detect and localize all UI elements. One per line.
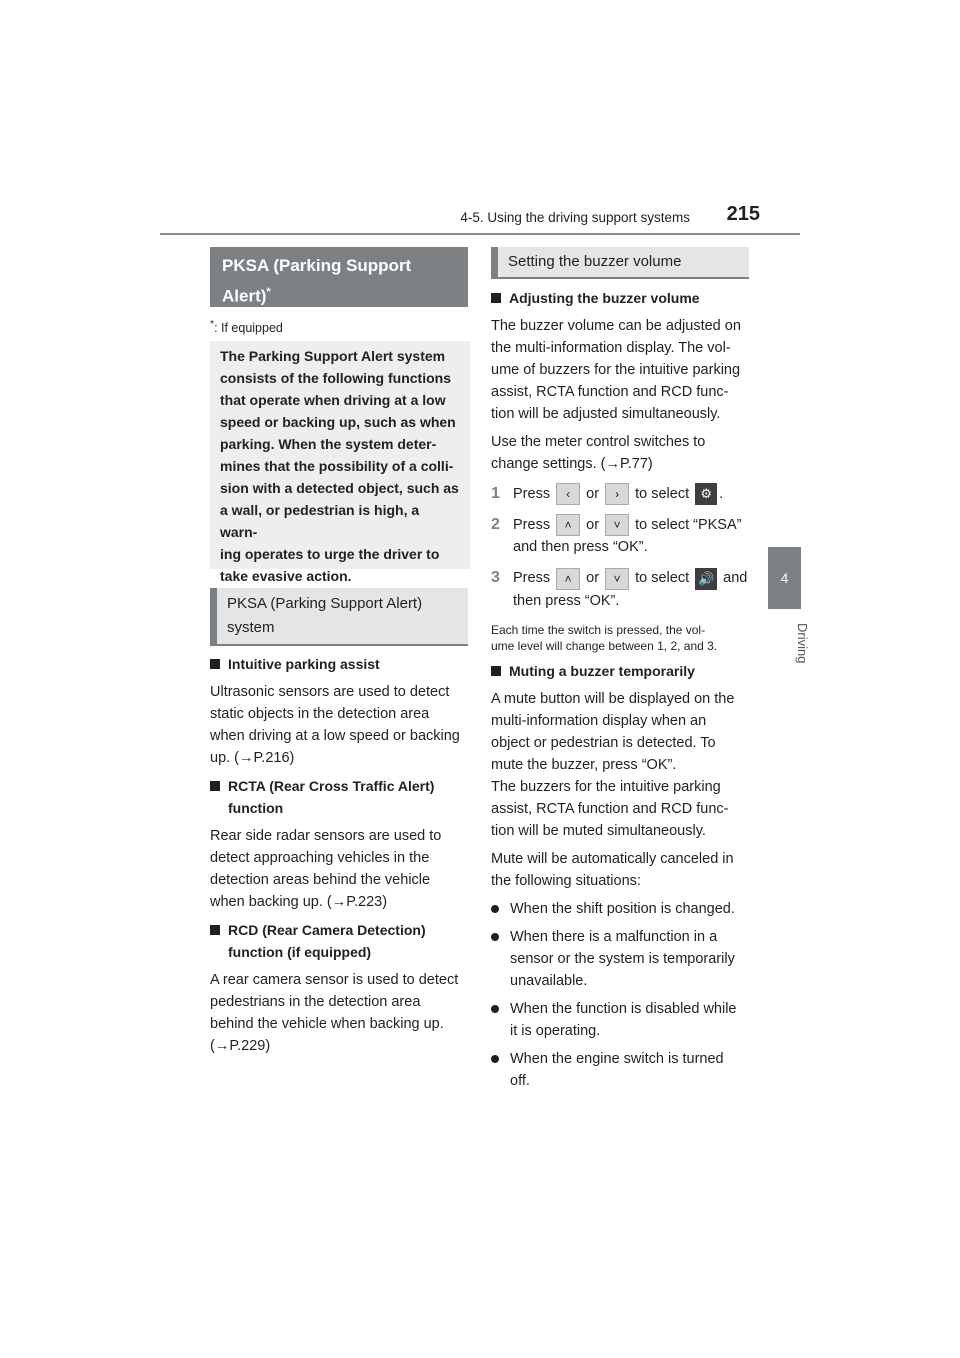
paragraph-rcta bbox=[210, 825, 472, 913]
paragraph-cancel bbox=[491, 848, 753, 892]
up-arrow-icon: ˄ bbox=[556, 568, 580, 590]
step-text: to select “PKSA” bbox=[635, 517, 742, 534]
text-line: change settings. (→P.77) bbox=[491, 456, 653, 472]
step-text: to select bbox=[635, 486, 690, 502]
step-text: or bbox=[586, 486, 600, 502]
text-line: A rear camera sensor is used to detect bbox=[210, 972, 459, 988]
bullet-text: off. bbox=[510, 1072, 530, 1089]
chapter-tab-label: Driving bbox=[795, 622, 810, 664]
text-line: Mute will be automatically canceled in bbox=[491, 850, 734, 867]
bullet-item bbox=[491, 998, 753, 1042]
square-bullet-icon bbox=[210, 925, 220, 935]
header-rule bbox=[160, 233, 800, 235]
text-line: (→P.229) bbox=[210, 1038, 271, 1054]
bullet-dot-icon bbox=[491, 933, 499, 941]
header-section-title: 4-5. Using the driving support systems bbox=[460, 210, 690, 225]
bullet-item bbox=[491, 898, 753, 920]
paragraph-use bbox=[491, 431, 753, 475]
step-2 bbox=[491, 514, 753, 558]
intro-line: consists of the following functions bbox=[220, 370, 451, 386]
section-heading-line: Setting the buzzer volume bbox=[508, 253, 682, 270]
text-line: object or pedestrian is detected. To bbox=[491, 734, 716, 751]
text-line: tion will be adjusted simultaneously. bbox=[491, 406, 721, 422]
step-1 bbox=[491, 483, 753, 505]
footnote-text: : If equipped bbox=[214, 321, 283, 336]
page-title-line2: Alert) bbox=[222, 286, 267, 306]
text-line: static objects in the detection area bbox=[210, 706, 430, 722]
footnote-mark: * bbox=[210, 319, 215, 330]
intro-line: parking. When the system deter- bbox=[220, 436, 437, 452]
text-line: multi-information display when an bbox=[491, 712, 707, 729]
chapter-tab: 4 bbox=[768, 547, 801, 609]
text-line: detection areas behind the vehicle bbox=[210, 872, 431, 888]
intro-line: a wall, or pedestrian is high, a warn- bbox=[220, 502, 420, 540]
section-heading-pksa-system bbox=[210, 588, 468, 646]
text-line: the following situations: bbox=[491, 872, 641, 889]
text-line: the multi-information display. The vol- bbox=[491, 340, 731, 356]
step-text: to select bbox=[635, 570, 690, 587]
text-line: tion will be muted simultaneously. bbox=[491, 822, 706, 839]
step-3 bbox=[491, 567, 753, 611]
step-text: Press bbox=[513, 570, 551, 587]
step-text: Press bbox=[513, 517, 551, 534]
subheading-text: Muting a buzzer temporarily bbox=[509, 662, 695, 679]
text-line: The buzzer volume can be adjusted on bbox=[491, 318, 741, 334]
subheading-muting bbox=[491, 660, 753, 682]
paragraph-ipa bbox=[210, 681, 472, 769]
subheading-text: Adjusting the buzzer volume bbox=[509, 290, 700, 306]
page-title-line1: PKSA (Parking Support bbox=[222, 256, 412, 275]
title-asterisk: * bbox=[266, 286, 271, 298]
square-bullet-icon bbox=[210, 781, 220, 791]
subheading-text: Intuitive parking assist bbox=[228, 656, 380, 672]
intro-line: ing operates to urge the driver to bbox=[220, 546, 440, 562]
subheading-text: RCTA (Rear Cross Traffic Alert) bbox=[228, 778, 435, 794]
speaker-icon: 🔊 bbox=[695, 568, 717, 590]
section-heading-line: system bbox=[227, 619, 275, 636]
left-body bbox=[210, 653, 472, 1057]
step-text: and bbox=[723, 570, 748, 587]
square-bullet-icon bbox=[491, 666, 501, 676]
text-line: detect approaching vehicles in the bbox=[210, 850, 430, 866]
subheading-rcd bbox=[210, 919, 472, 963]
subheading-text: function bbox=[228, 800, 284, 816]
bullet-dot-icon bbox=[491, 1055, 499, 1063]
text-line: when backing up. (→P.223) bbox=[210, 894, 388, 910]
paragraph-rcd bbox=[210, 969, 472, 1057]
step-text: . bbox=[719, 486, 724, 502]
page-number: 215 bbox=[726, 203, 760, 225]
section-heading-line: PKSA (Parking Support Alert) bbox=[227, 595, 423, 612]
paragraph-mute bbox=[491, 688, 753, 842]
bullet-text: When the engine switch is turned bbox=[510, 1050, 724, 1067]
subheading-rcta bbox=[210, 775, 472, 819]
text-line: behind the vehicle when backing up. bbox=[210, 1016, 444, 1032]
step-text: then press “OK”. bbox=[513, 592, 620, 609]
bullet-text: When there is a malfunction in a bbox=[510, 928, 718, 945]
text-line: pedestrians in the detection area bbox=[210, 994, 421, 1010]
step-text: or bbox=[586, 570, 600, 587]
bullet-text: sensor or the system is temporarily bbox=[510, 950, 735, 967]
text-line: mute the buzzer, press “OK”. bbox=[491, 756, 677, 773]
square-bullet-icon bbox=[491, 293, 501, 303]
bullet-dot-icon bbox=[491, 905, 499, 913]
bullet-item bbox=[491, 926, 753, 992]
subheading-adjusting-buzzer bbox=[491, 287, 753, 309]
left-arrow-icon: ‹ bbox=[556, 483, 580, 505]
text-line: assist, RCTA function and RCD func- bbox=[491, 800, 729, 817]
volume-note bbox=[491, 622, 753, 654]
step-number: 2 bbox=[491, 516, 500, 534]
bullet-text: unavailable. bbox=[510, 972, 588, 989]
intro-line: take evasive action. bbox=[220, 568, 352, 584]
step-text: Press bbox=[513, 486, 551, 502]
footnote bbox=[210, 319, 283, 335]
up-arrow-icon: ˄ bbox=[556, 514, 580, 536]
down-arrow-icon: ˅ bbox=[605, 568, 629, 590]
gear-icon: ⚙ bbox=[695, 483, 717, 505]
step-number: 1 bbox=[491, 485, 500, 502]
step-text: or bbox=[586, 517, 600, 534]
page-title bbox=[210, 247, 468, 307]
intro-line: The Parking Support Alert system bbox=[220, 348, 446, 364]
text-line: The buzzers for the intuitive parking bbox=[491, 778, 721, 795]
text-line: A mute button will be displayed on the bbox=[491, 690, 735, 707]
text-line: Each time the switch is pressed, the vol- bbox=[491, 622, 706, 637]
subheading-text: RCD (Rear Camera Detection) bbox=[228, 922, 426, 938]
step-text: and then press “OK”. bbox=[513, 539, 648, 556]
bullet-text: When the function is disabled while bbox=[510, 1000, 737, 1017]
bullet-dot-icon bbox=[491, 1005, 499, 1013]
intro-line: mines that the possibility of a colli- bbox=[220, 458, 454, 474]
intro-line: that operate when driving at a low bbox=[220, 392, 446, 408]
intro-line: sion with a detected object, such as bbox=[220, 480, 459, 496]
text-line: when driving at a low speed or backing bbox=[210, 728, 460, 744]
right-body bbox=[491, 287, 753, 1092]
subheading-text: function (if equipped) bbox=[228, 944, 372, 960]
down-arrow-icon: ˅ bbox=[605, 514, 629, 536]
right-arrow-icon: › bbox=[605, 483, 629, 505]
section-heading-buzzer-volume bbox=[491, 247, 749, 279]
text-line: Ultrasonic sensors are used to detect bbox=[210, 684, 450, 700]
bullet-text: When the shift position is changed. bbox=[510, 900, 735, 917]
intro-box bbox=[210, 341, 470, 584]
text-line: ume of buzzers for the intuitive parking bbox=[491, 362, 741, 378]
subheading-intuitive-parking-assist bbox=[210, 653, 472, 675]
paragraph-adjust bbox=[491, 315, 753, 425]
bullet-text: it is operating. bbox=[510, 1022, 601, 1039]
step-number: 3 bbox=[491, 569, 500, 587]
intro-line: speed or backing up, such as when bbox=[220, 414, 456, 430]
text-line: Rear side radar sensors are used to bbox=[210, 828, 442, 844]
text-line: ume level will change between 1, 2, and 3. bbox=[491, 638, 718, 653]
bullet-item bbox=[491, 1048, 753, 1092]
text-line: up. (→P.216) bbox=[210, 750, 295, 766]
text-line: Use the meter control switches to bbox=[491, 434, 706, 450]
text-line: assist, RCTA function and RCD func- bbox=[491, 384, 729, 400]
square-bullet-icon bbox=[210, 659, 220, 669]
